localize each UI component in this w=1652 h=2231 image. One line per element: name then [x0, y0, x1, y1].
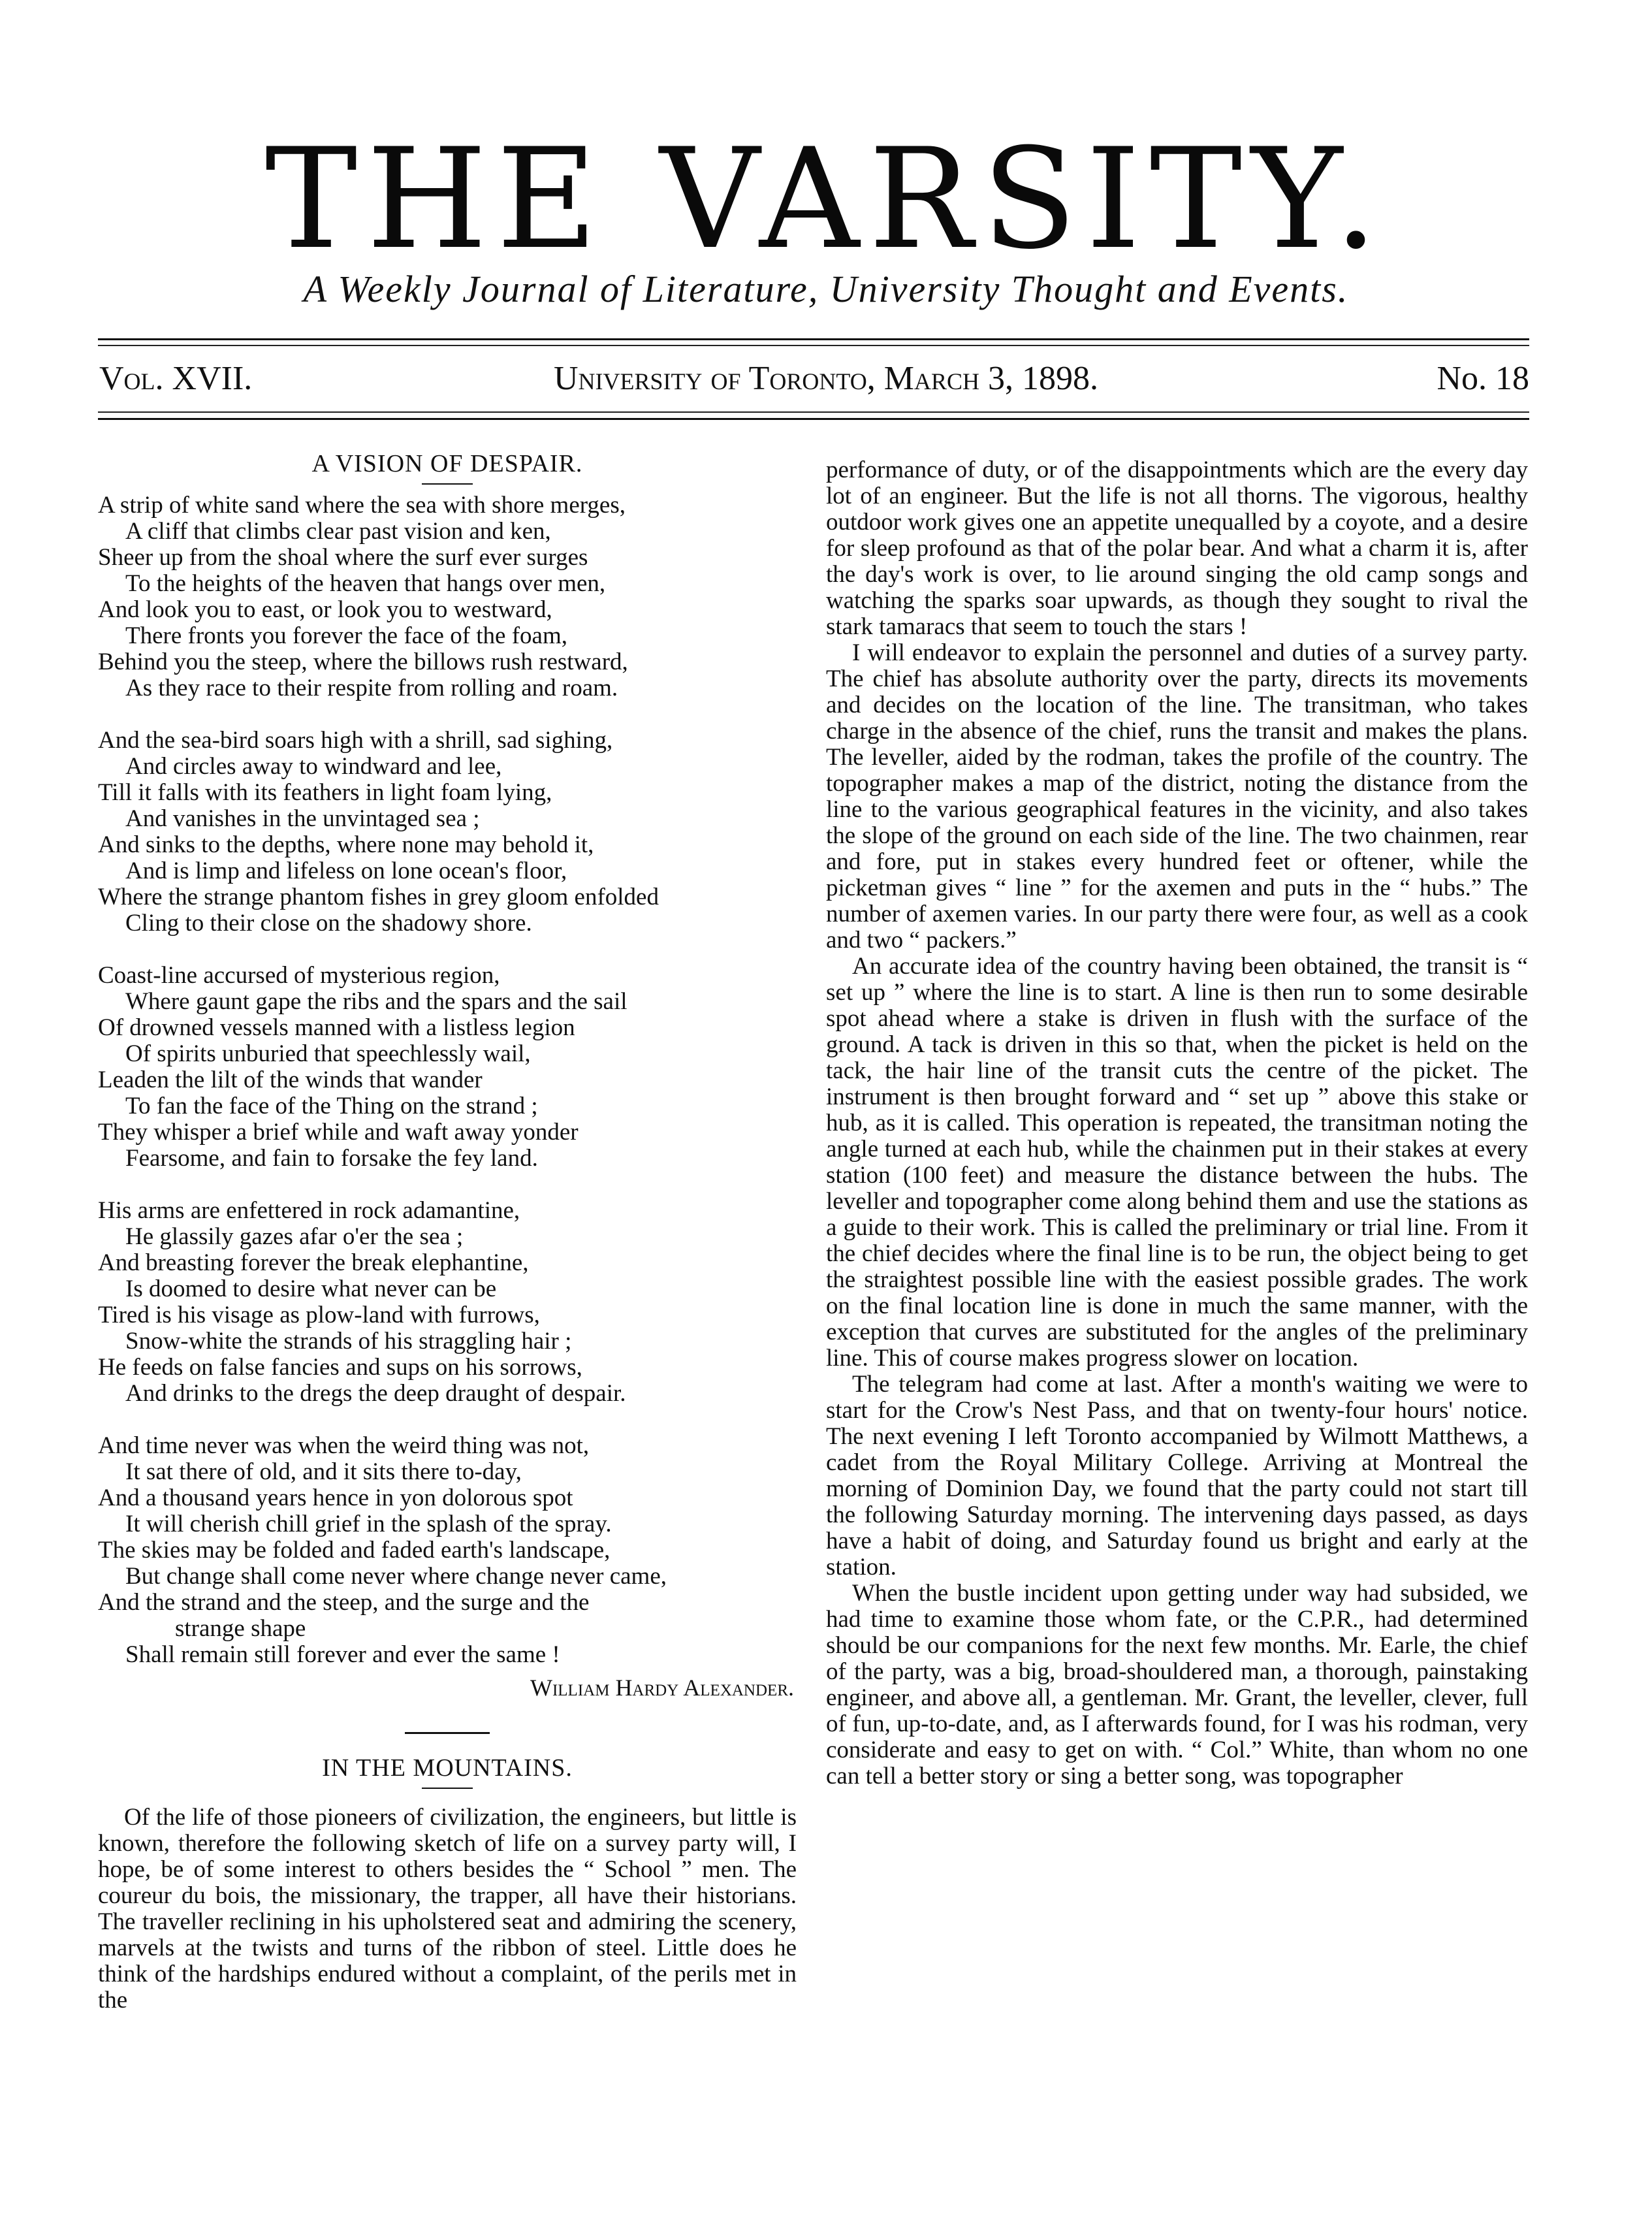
poem-line: Leaden the lilt of the winds that wander	[98, 1067, 483, 1093]
poem-title: A VISION OF DESPAIR.	[311, 450, 583, 477]
poem-line: Till it falls with its feathers in light foam lying,	[98, 779, 552, 806]
poem-line: But change shall come never where change never came,	[125, 1563, 667, 1590]
poem-line: A strip of white sand where the sea with shore merges,	[98, 492, 626, 519]
right-column	[826, 457, 1528, 1790]
poem-line: It will cherish chill grief in the splash of the spray.	[125, 1511, 612, 1537]
article-paragraph: An accurate idea of the country having been obtained, the transit is “ set up ” where the line is to start. A line is then run to some desirable spot ahead where a stake is driven in flush with the surface of the ground. A tack is driven in this so that, when the picket is held on the tack, the hair line of the transit cuts the centre of the picket. The instrument is then brought forward and “ set up ” above this stake or hub, as it is called. This operation is repeated, the transitman noting the angle turned at each hub, while the chainmen put in their stakes at every station (100 feet) and measure the distance between the hubs. The leveller and topographer come along behind them and use the stations as a guide to their work. This is called the preliminary or trial line. From it the chief decides where the final line is to be run, the object being to get the straightest possible line with the easiest possible grades. The work on the final location line is done in much the same manner, with the exception that curves are substituted for the angles of the preliminary line. This of course makes progress slower on location.	[826, 953, 1528, 1372]
article-paragraph: Of the life of those pioneers of civilization, the engineers, but little is known, therefore the following sketch of life on a survey party will, I hope, be of some interest to others besides the “ School ” men. The coureur du bois, the missionary, the trapper, all have their historians. The traveller reclining in his upholstered seat and admiring the scenery, marvels at the twists and turns of the ribbon of steel. Little does he think of the hardships endured without a complaint, of the perils met in the	[98, 1804, 797, 2014]
bottom-rule	[98, 418, 1529, 420]
poem-line: Fearsome, and fain to forsake the fey land.	[125, 1145, 538, 1172]
poem-line: And time never was when the weird thing was not,	[98, 1432, 590, 1459]
article-paragraph: I will endeavor to explain the personnel and duties of a survey party. The chief has absolute authority over the party, directs its movements and decides on the location of the line. The transitman, who takes charge in the absence of the chief, runs the transit and makes the plans. The leveller, aided by the rodman, takes the profile of the country. The topographer makes a map of the district, noting the distance from the line to the various geographical features in the vicinity, and also takes the slope of the ground on each side of the line. The two chainmen, rear and fore, put in stakes every hundred feet or oftener, while the picketman gives “ line ” for the axemen and puts in the “ hubs.” The number of axemen varies. In our party there were four, as well as a cook and two “ packers.”	[826, 639, 1528, 954]
poem-line: And a thousand years hence in yon dolorous spot	[98, 1485, 573, 1511]
poem-line: To fan the face of the Thing on the strand ;	[125, 1093, 538, 1119]
top-rule	[98, 338, 1529, 340]
poem-line: Behind you the steep, where the billows rush restward,	[98, 649, 628, 675]
left-column	[98, 449, 797, 2014]
poem-line: It sat there of old, and it sits there to-day,	[125, 1458, 522, 1485]
article-title: IN THE MOUNTAINS.	[322, 1754, 573, 1782]
title-rule	[422, 483, 473, 485]
poem-line: Coast-line accursed of mysterious region,	[98, 962, 500, 989]
poem-line: strange shape	[175, 1615, 306, 1642]
poem-line: And look you to east, or look you to westward,	[98, 596, 552, 623]
section-separator	[405, 1732, 490, 1734]
poem-line: And the strand and the steep, and the surge and the	[98, 1589, 590, 1616]
poem-line: And drinks to the dregs the deep draught of despair.	[125, 1380, 626, 1407]
article-paragraph: When the bustle incident upon getting under way had subsided, we had time to examine those whom fate, or the C.P.R., had determined should be our companions for the next few months. Mr. Earle, the chief of the party, was a big, broad-shouldered man, a thorough, painstaking engineer, and above all, a gentleman. Mr. Grant, the leveller, clever, full of fun, up-to-date, and, as I afterwards found, for I was his rodman, very considerate and easy to get on with. “ Col.” White, than whom no one can tell a better story or sing a better song, was topographer	[826, 1580, 1528, 1790]
poem-line: Where the strange phantom fishes in grey gloom enfolded	[98, 884, 659, 910]
article-body-left	[98, 1805, 797, 2014]
poem-line: Of spirits unburied that speechlessly wail,	[125, 1040, 531, 1067]
dateline-place-date: University of Toronto, March 3, 1898.	[554, 360, 1098, 397]
poem-stanza	[98, 492, 797, 701]
poem-line: He glassily gazes afar o'er the sea ;	[125, 1223, 464, 1250]
bottom-rule-thin	[98, 411, 1529, 413]
poem-line: And sinks to the depths, where none may behold it,	[98, 831, 594, 858]
poem-stanza	[98, 728, 797, 937]
masthead-subtitle: A Weekly Journal of Literature, University Thought and Events.	[303, 268, 1349, 310]
poem-line: Is doomed to desire what never can be	[125, 1276, 497, 1302]
poem-line: A cliff that climbs clear past vision and ken,	[125, 518, 551, 545]
poem-line: Cling to their close on the shadowy shore.	[125, 910, 532, 937]
poem-line: And circles away to windward and lee,	[125, 753, 502, 780]
poem-line: There fronts you forever the face of the foam,	[125, 622, 567, 649]
poem-author: William Hardy Alexander.	[530, 1675, 794, 1701]
poem-line: And is limp and lifeless on lone ocean's floor,	[125, 858, 567, 884]
top-rule-thin	[98, 345, 1529, 346]
poem-line: Where gaunt gape the ribs and the spars and the sail	[125, 988, 627, 1015]
poem-line: As they race to their respite from rolling and roam.	[125, 675, 618, 701]
title-rule	[422, 1788, 473, 1789]
poem-line: To the heights of the heaven that hangs over men,	[125, 570, 606, 597]
poem-line: Sheer up from the shoal where the surf ever surges	[98, 544, 588, 571]
poem-line: And breasting forever the break elephantine,	[98, 1249, 529, 1276]
poem-line: His arms are enfettered in rock adamantine,	[98, 1197, 520, 1224]
poem-line: Of drowned vessels manned with a listless legion	[98, 1014, 575, 1041]
poem-line: And the sea-bird soars high with a shrill, sad sighing,	[98, 727, 613, 754]
poem-line: He feeds on false fancies and sups on his sorrows,	[98, 1354, 582, 1381]
poem-line: They whisper a brief while and waft away yonder	[98, 1119, 579, 1146]
article-paragraph: The telegram had come at last. After a month's waiting we were to start for the Crow's Nest Pass, and that on twenty-four hours' notice. The next evening I left Toronto accompanied by Wilmott Matthews, a cadet from the Royal Military College. Arriving at Montreal the morning of Dominion Day, we found that the party could not start till the following Saturday morning. The intervening days passed, as days have a habit of doing, and Saturday found us bright and early at the station.	[826, 1371, 1528, 1581]
volume-label: Vol. XVII.	[99, 360, 253, 397]
poem-stanza	[98, 1198, 797, 1407]
poem-line: And vanishes in the unvintaged sea ;	[125, 805, 480, 832]
poem-line: Shall remain still forever and ever the same !	[125, 1641, 560, 1668]
article-paragraph: performance of duty, or of the disappointments which are the every day lot of an engineer. But the life is not all thorns. The vigorous, healthy outdoor work gives one an appetite unequalled by a coyote, and a desire for sleep profound as that of the polar bear. And what a charm it is, after the day's work is over, to lie around singing the old camp songs and watching the sparks soar upwards, as though they sought to rival the stark tamaracs that seem to touch the stars !	[826, 457, 1528, 640]
poem-line: Snow-white the strands of his straggling hair ;	[125, 1328, 572, 1355]
issue-number: No. 18	[1437, 360, 1529, 397]
poem-line: Tired is his visage as plow-land with furrows,	[98, 1302, 540, 1328]
masthead-title: THE VARSITY.	[264, 118, 1388, 280]
poem-stanza	[98, 963, 797, 1172]
poem-line: The skies may be folded and faded earth's landscape,	[98, 1537, 611, 1564]
poem-stanza	[98, 1433, 797, 1668]
